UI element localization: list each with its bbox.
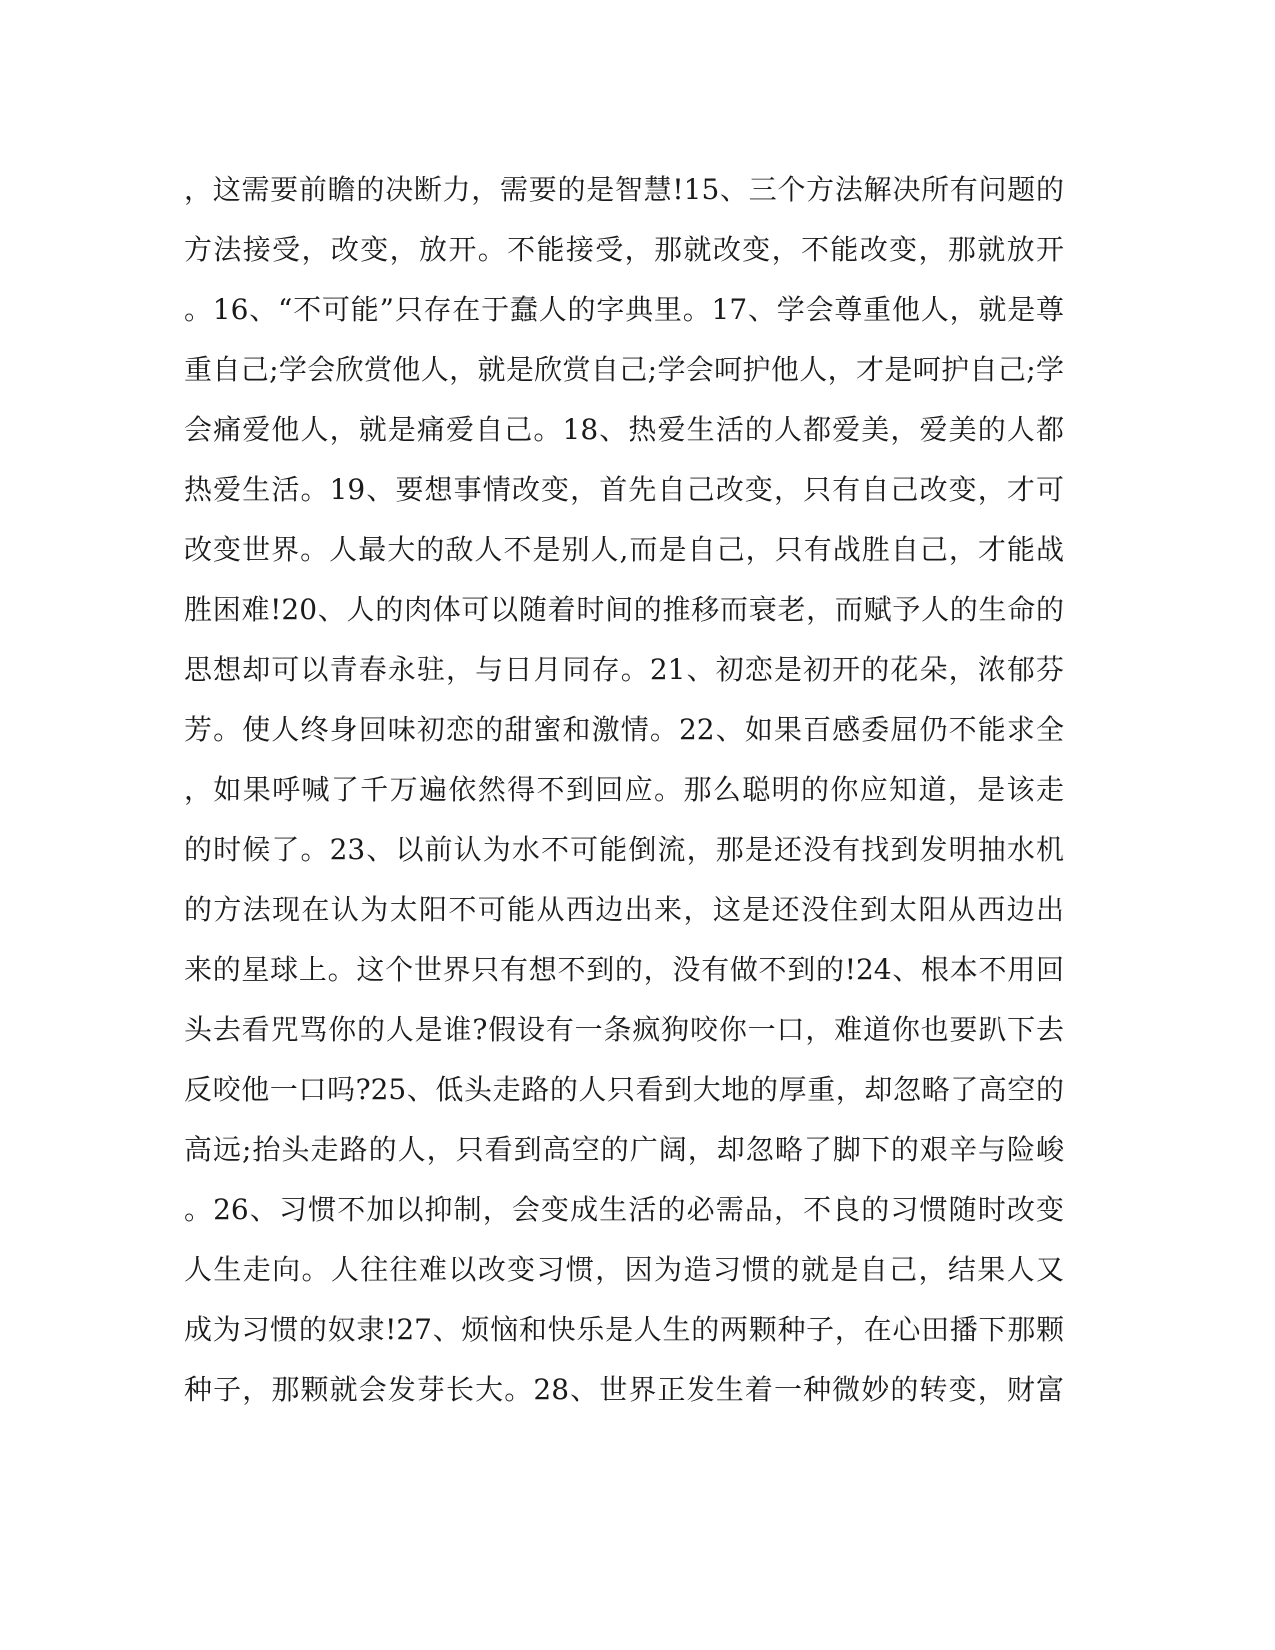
text-line: 芳。使人终身回味初恋的甜蜜和激情。22、如果百感委屈仍不能求全 bbox=[184, 713, 1064, 746]
text-line: 头去看咒骂你的人是谁?假设有一条疯狗咬你一口，难道你也要趴下去 bbox=[184, 1013, 1064, 1046]
text-line: ，如果呼喊了千万遍依然得不到回应。那么聪明的你应知道，是该走 bbox=[184, 773, 1064, 806]
text-line: 思想却可以青春永驻，与日月同存。21、初恋是初开的花朵，浓郁芬 bbox=[184, 653, 1064, 686]
text-line: 热爱生活。19、要想事情改变，首先自己改变，只有自己改变，才可 bbox=[184, 473, 1064, 506]
text-line: 方法接受，改变，放开。不能接受，那就改变，不能改变，那就放开 bbox=[184, 233, 1064, 266]
text-line: 改变世界。人最大的敌人不是别人,而是自己，只有战胜自己，才能战 bbox=[184, 533, 1064, 566]
text-line: ，这需要前瞻的决断力，需要的是智慧!15、三个方法解决所有问题的 bbox=[184, 173, 1064, 206]
text-line: 。16、“不可能”只存在于蠢人的字典里。17、学会尊重他人，就是尊 bbox=[184, 293, 1064, 326]
text-line: 高远;抬头走路的人，只看到高空的广阔，却忽略了脚下的艰辛与险峻 bbox=[184, 1133, 1064, 1166]
text-line: 重自己;学会欣赏他人，就是欣赏自己;学会呵护他人，才是呵护自己;学 bbox=[184, 353, 1064, 386]
text-line: 成为习惯的奴隶!27、烦恼和快乐是人生的两颗种子，在心田播下那颗 bbox=[184, 1313, 1064, 1346]
text-line: 反咬他一口吗?25、低头走路的人只看到大地的厚重，却忽略了高空的 bbox=[184, 1073, 1064, 1106]
text-line: 种子，那颗就会发芽长大。28、世界正发生着一种微妙的转变，财富 bbox=[184, 1373, 1064, 1406]
text-line: 来的星球上。这个世界只有想不到的，没有做不到的!24、根本不用回 bbox=[184, 953, 1064, 986]
text-line: 胜困难!20、人的肉体可以随着时间的推移而衰老，而赋予人的生命的 bbox=[184, 593, 1064, 626]
text-line: 的时候了。23、以前认为水不可能倒流，那是还没有找到发明抽水机 bbox=[184, 833, 1064, 866]
text-line: 会痛爱他人，就是痛爱自己。18、热爱生活的人都爱美，爱美的人都 bbox=[184, 413, 1064, 446]
text-line: 人生走向。人往往难以改变习惯，因为造习惯的就是自己，结果人又 bbox=[184, 1253, 1064, 1286]
body-text bbox=[184, 160, 1064, 1420]
text-line: 的方法现在认为太阳不可能从西边出来，这是还没住到太阳从西边出 bbox=[184, 893, 1064, 926]
text-line: 。26、习惯不加以抑制，会变成生活的必需品，不良的习惯随时改变 bbox=[184, 1193, 1064, 1226]
